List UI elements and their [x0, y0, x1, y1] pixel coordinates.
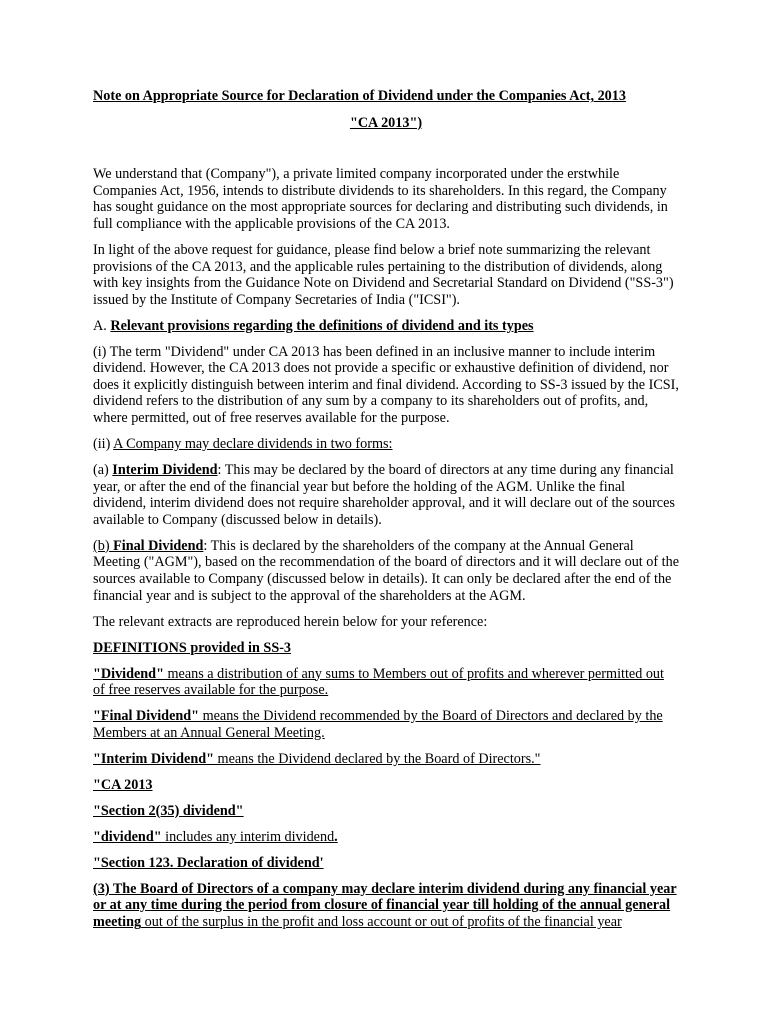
definition-interim-text: means the Dividend declared by the Board of Directors." [213, 750, 541, 767]
subsection-3 [93, 881, 679, 931]
section-2-35-heading: "Section 2(35) dividend" [93, 802, 244, 819]
paragraph-a-text: : This may be declared by the board of directors at any time during any financial year, or after the end of the financial year but before the holding of the AGM. Unlike the final dividend, interim dividend does not require shareholder approval, and it will declare out of the sources available to Company (discussed below in details). [93, 462, 675, 528]
section-a-prefix: A. [93, 317, 111, 334]
paragraph-ii-prefix: (ii) [93, 436, 114, 453]
definitions-heading: DEFINITIONS provided in SS-3 [93, 639, 292, 656]
subsection-3-bold: (3) The Board of Directors of a company may declare interim dividend during any financial year or at any time during the period from closure of financial year till holding of the annual general meeting [93, 880, 677, 930]
subsection-3-text: out of the surplus in the profit and loss account or out of profits of the financial year [141, 913, 622, 930]
definition-final-term: "Final Dividend" [93, 708, 200, 725]
definition-final-dividend [93, 708, 679, 741]
ca-2013-heading: "CA 2013 [93, 776, 153, 793]
section-a-heading [93, 318, 679, 335]
dividend-includes-end: . [334, 828, 338, 845]
dividend-includes [93, 829, 679, 846]
definition-dividend [93, 666, 679, 699]
section-123-heading: "Section 123. Declaration of dividend' [93, 854, 324, 871]
interim-dividend-term: Interim Dividend [112, 462, 218, 479]
dividend-includes-text: includes any interim dividend [161, 828, 335, 845]
paragraph-b [93, 538, 679, 604]
paragraph-b-text: : This is declared by the shareholders of the company at the Annual General Meeting ("AGM"), based on the recommendation of the board of directors and it will declare out of the sources available to Company (discussed below in details). It can only be declared after the end of the financial year and is subject to the approval of the shareholders at the AGM. [93, 537, 679, 604]
paragraph-i: (i) The term "Dividend" under CA 2013 has been defined in an inclusive manner to include interim dividend. However, the CA 2013 does not provide a specific or exhaustive definition of dividend, nor does it explicitly distinguish between interim and final dividend. According to SS-3 issued by the ICSI, dividend refers to the distribution of any sum by a company to its shareholders out of profits, and, where permitted, out of free reserves available for the purpose. [93, 343, 679, 427]
intro-paragraph-1: We understand that (Company"), a private limited company incorporated under the erstwhile Companies Act, 1956, intends to distribute dividends to its shareholders. In this regard, the Company has sought guidance on the most appropriate sources for declaring and distributing such dividends, in full compliance with the applicable provisions of the CA 2013. [93, 166, 668, 232]
definition-dividend-term: "Dividend" [93, 665, 164, 682]
section-a-title: Relevant provisions regarding the definitions of dividend and its types [110, 317, 534, 334]
paragraph-b-prefix: (b) [93, 537, 110, 554]
paragraph-a-prefix: (a) [93, 462, 113, 479]
document-subtitle: "CA 2013") [349, 114, 423, 131]
definition-dividend-text: means a distribution of any sums to Members out of profits and wherever permitted out of free reserves available for the purpose. [93, 665, 664, 699]
paragraph-ii-text: A Company may declare dividends in two forms: [113, 436, 393, 453]
definition-interim-dividend [93, 751, 679, 768]
final-dividend-term: Final Dividend [109, 537, 204, 554]
definition-interim-term: "Interim Dividend" [93, 750, 214, 767]
document-title: Note on Appropriate Source for Declaration of Dividend under the Companies Act, 2013 [93, 88, 626, 104]
paragraph-ii [93, 436, 679, 453]
dividend-includes-term: "dividend" [93, 828, 162, 845]
extracts-intro: The relevant extracts are reproduced herein below for your reference: [93, 613, 488, 630]
intro-paragraph-2: In light of the above request for guidance, please find below a brief note summarizing the relevant provisions of the CA 2013, and the applicable rules pertaining to the distribution of dividends, along with key insights from the Guidance Note on Dividend and Secretarial Standard on Dividend ("SS-3") issued by the Institute of Company Secretaries of India ("ICSI"). [93, 241, 674, 308]
document-body [93, 88, 679, 940]
definition-final-text: means the Dividend recommended by the Board of Directors and declared by the Members at an Annual General Meeting. [93, 708, 663, 741]
paragraph-a [93, 462, 679, 528]
